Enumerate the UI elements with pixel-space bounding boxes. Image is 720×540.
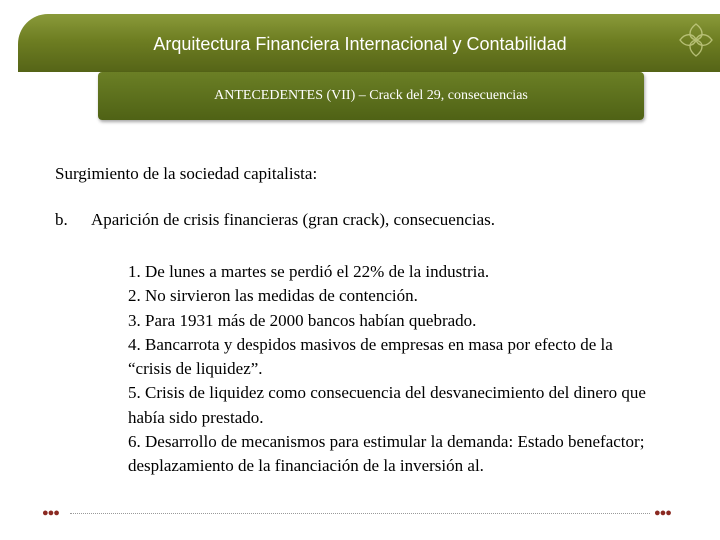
numbered-list xyxy=(128,260,658,479)
list-item: 3. Para 1931 más de 2000 bancos habían quebrado. xyxy=(128,310,477,330)
list-item: 5. Crisis de liquidez como consecuencia del desvanecimiento del dinero que había sido prestado. xyxy=(128,383,646,427)
list-item-text: Aparición de crisis financieras (gran crack), consecuencias. xyxy=(91,210,496,229)
list-item: 1. De lunes a martes se perdió el 22% de la industria. xyxy=(128,262,490,281)
slide-title: Arquitectura Financiera Internacional y Contabilidad xyxy=(153,34,567,54)
lead-text: Surgimiento de la sociedad capitalista: xyxy=(55,164,318,183)
list-item: 2. No sirvieron las medidas de contención. xyxy=(128,286,418,306)
footer-divider xyxy=(70,513,650,514)
triple-dot-icon: ●●● xyxy=(654,507,671,519)
list-marker: b. xyxy=(55,210,68,229)
triple-dot-icon: ●●● xyxy=(42,507,59,519)
list-item: 6. Desarrollo de mecanismos para estimular la demanda: Estado benefactor; desplazamiento de la financiación de la inversión al. xyxy=(128,432,645,476)
floral-ornament-icon xyxy=(678,20,714,60)
section-subtitle: ANTECEDENTES (VII) – Crack del 29, consecuencias xyxy=(214,88,528,103)
list-item: 4. Bancarrota y despidos masivos de empresas en masa por efecto de la “crisis de liquidez”. xyxy=(128,334,613,379)
